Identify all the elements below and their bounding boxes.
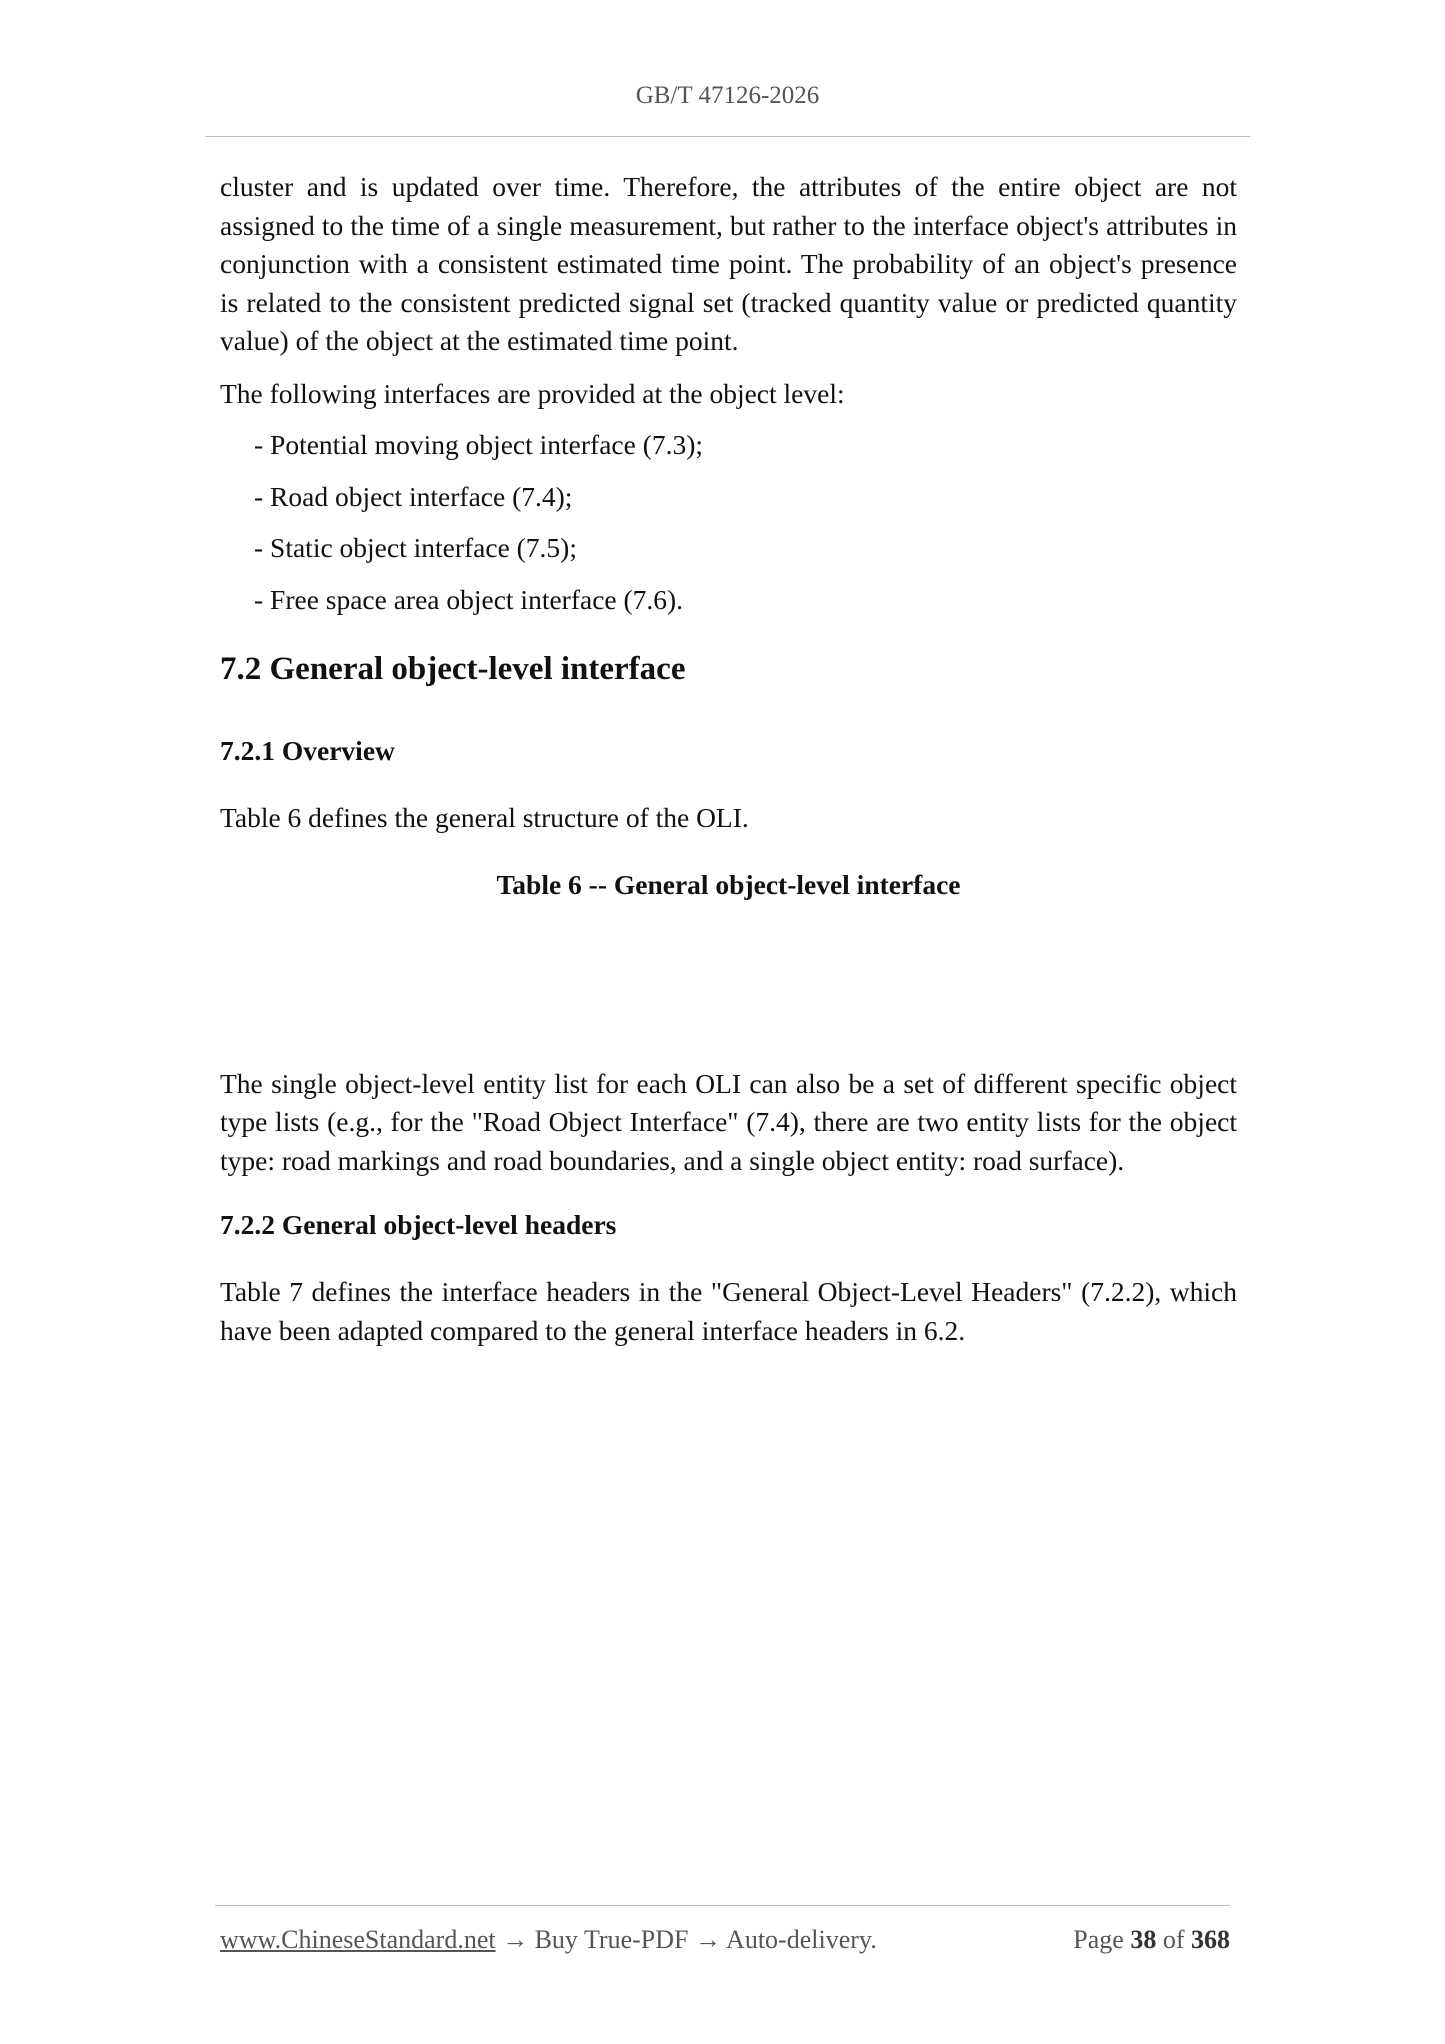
promo-text: → Buy True-PDF → Auto-delivery. [495,1925,877,1954]
page-label: Page [1073,1925,1124,1954]
table-caption: Table 6 -- General object-level interface [496,868,961,900]
of-label: of [1162,1925,1185,1954]
interface-list [220,426,1237,619]
footer-promo [220,1925,877,1955]
header-divider [205,136,1250,137]
site-link[interactable]: www.ChineseStandard.net [220,1925,496,1954]
page-content [220,168,1237,1350]
subsection-heading-overview: 7.2.1 Overview [220,735,395,766]
body-paragraph-4: The single object-level entity list for each OLI can also be a set of different specific object type lists (e.g., for the "Road Object Interface" (7.4), there are two entity lists for the object type: road markings and road boundaries, and a single object entity: road surface). [220,1067,1237,1176]
subsection-heading-headers: 7.2.2 General object-level headers [220,1209,617,1240]
body-paragraph-3: Table 6 defines the general structure of the OLI. [220,802,749,833]
page-header: GB/T 47126-2026 [635,82,820,109]
list-item: - Static object interface (7.5); [254,532,577,563]
table-placeholder [220,904,1237,1065]
page-number: 38 [1130,1925,1157,1954]
body-paragraph-2: The following interfaces are provided at the object level: [220,377,845,409]
body-paragraph-1: cluster and is updated over time. Therefore, the attributes of the entire object are not assigned to the time of a single measurement, but rather to the interface object's attributes in conjunction with a consistent estimated time point. The probability of an object's presence is related to the consistent predicted signal set (tracked quantity value or predicted quantity value) of the object at the estimated time point. [220,171,1237,356]
list-item: - Potential moving object interface (7.3); [254,429,704,460]
list-item: - Road object interface (7.4); [254,480,573,512]
section-heading: 7.2 General object-level interface [220,651,686,687]
page-footer [220,1925,1230,1955]
page-indicator [1073,1925,1230,1955]
body-paragraph-5: Table 7 defines the interface headers in the "General Object-Level Headers" (7.2.2), which have been adapted compared to the general interface headers in 6.2. [220,1276,1237,1346]
list-item: - Free space area object interface (7.6). [254,583,684,615]
page-total: 368 [1191,1925,1230,1954]
footer-divider [215,1905,1230,1906]
